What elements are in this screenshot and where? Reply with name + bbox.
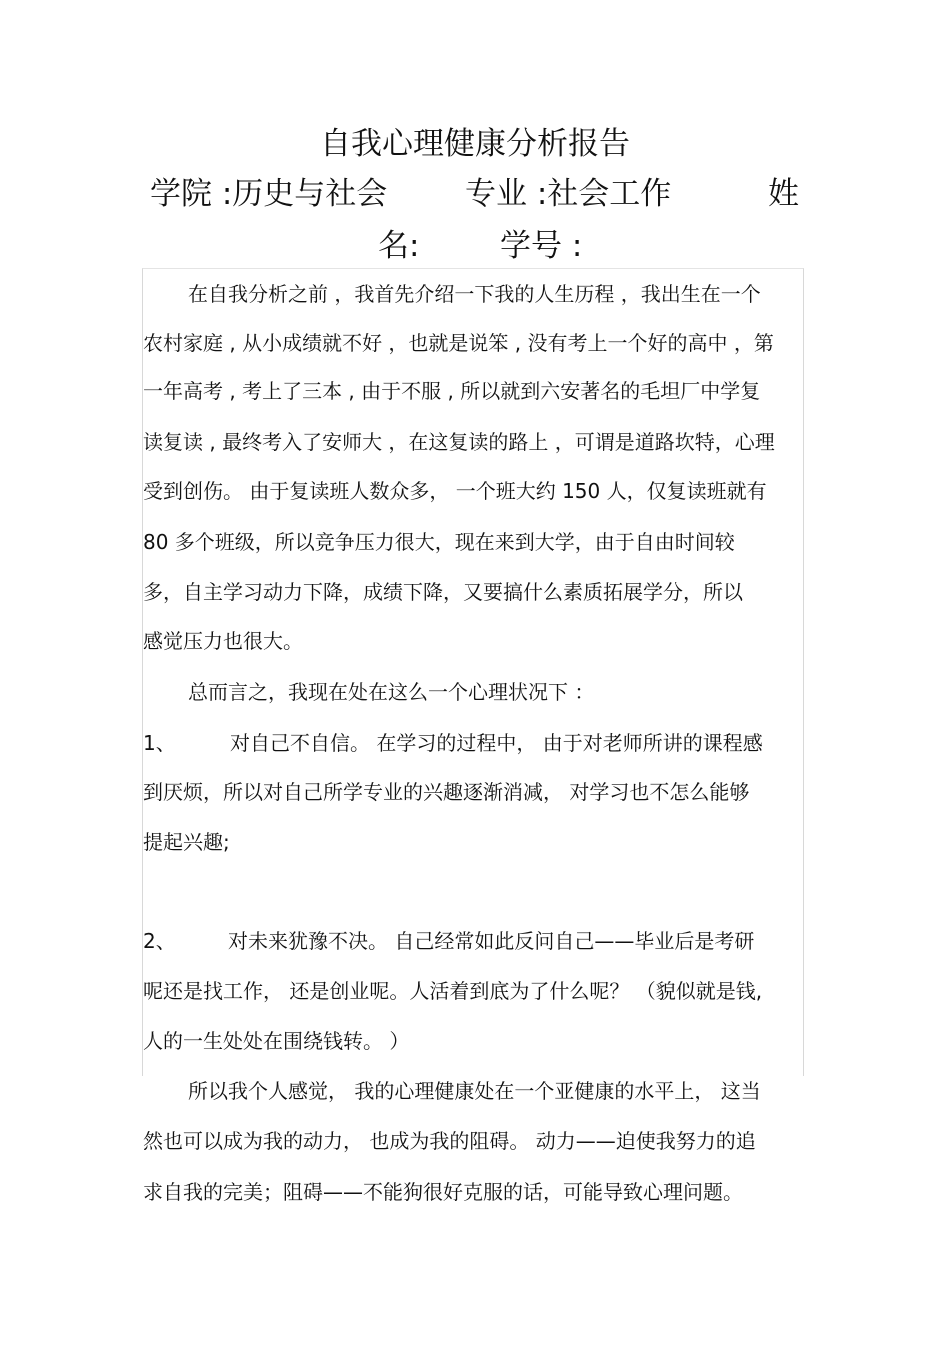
body-line: 一年高考 , 考上了三本 , 由于不服 , 所以就到六安著名的毛坦厂中学复 — [143, 379, 761, 403]
college-label: 学院 :历史与社会 — [150, 176, 388, 212]
body-line: 多，自主学习动力下降，成绩下降，又要搞什么素质拓展学分，所以 — [143, 580, 743, 604]
body-line: 到厌烦，所以对自己所学专业的兴趣逐渐消减， 对学习也不怎么能够 — [143, 780, 750, 804]
body-line: 受到创伤。 由于复读班人数众多， 一个班大约 150 人，仅复读班就有 — [143, 479, 767, 503]
major-label: 专业 :社会工作 — [465, 176, 672, 212]
document-title: 自我心理健康分析报告 — [320, 126, 630, 162]
body-line: 农村家庭 , 从小成绩就不好 ，也就是说笨 , 没有考上一个好的高中 ，第 — [143, 331, 774, 355]
body-line: 感觉压力也很大。 — [143, 629, 303, 653]
list-number: 1、 — [143, 731, 176, 755]
body-line: 读复读 , 最终考入了安师大 ，在这复读的路上 ，可谓是道路坎特，心理 — [143, 430, 775, 454]
body-line: 然也可以成为我的动力， 也成为我的阻碍。 动力——迫使我努力的追 — [143, 1129, 756, 1153]
body-line: 在自我分析之前 ，我首先介绍一下我的人生历程 ，我出生在一个 — [188, 282, 761, 306]
body-line: 对未来犹豫不决。 自己经常如此反问自己——毕业后是考研 — [228, 929, 755, 953]
body-line: 人的一生处处在围绕钱转。 ） — [143, 1029, 410, 1053]
name-label-part2: 名: — [378, 228, 420, 264]
list-number: 2、 — [143, 929, 176, 953]
student-id-label: 学号 : — [500, 228, 583, 264]
body-line: 求自我的完美；阻碍——不能狗很好克服的话，可能导致心理问题。 — [143, 1180, 743, 1204]
body-line: 提起兴趣; — [143, 830, 230, 854]
name-label-part1: 姓 — [768, 176, 799, 212]
body-line: 总而言之，我现在处在这么一个心理状况下 ： — [188, 680, 595, 704]
body-line: 所以我个人感觉， 我的心理健康处在一个亚健康的水平上， 这当 — [188, 1079, 761, 1103]
body-line: 80 多个班级，所以竞争压力很大，现在来到大学，由于自由时间较 — [143, 530, 735, 554]
body-line: 呢还是找工作， 还是创业呢。人活着到底为了什么呢？ （貌似就是钱, — [143, 979, 763, 1003]
body-line: 对自己不自信。 在学习的过程中， 由于对老师所讲的课程感 — [230, 731, 763, 755]
